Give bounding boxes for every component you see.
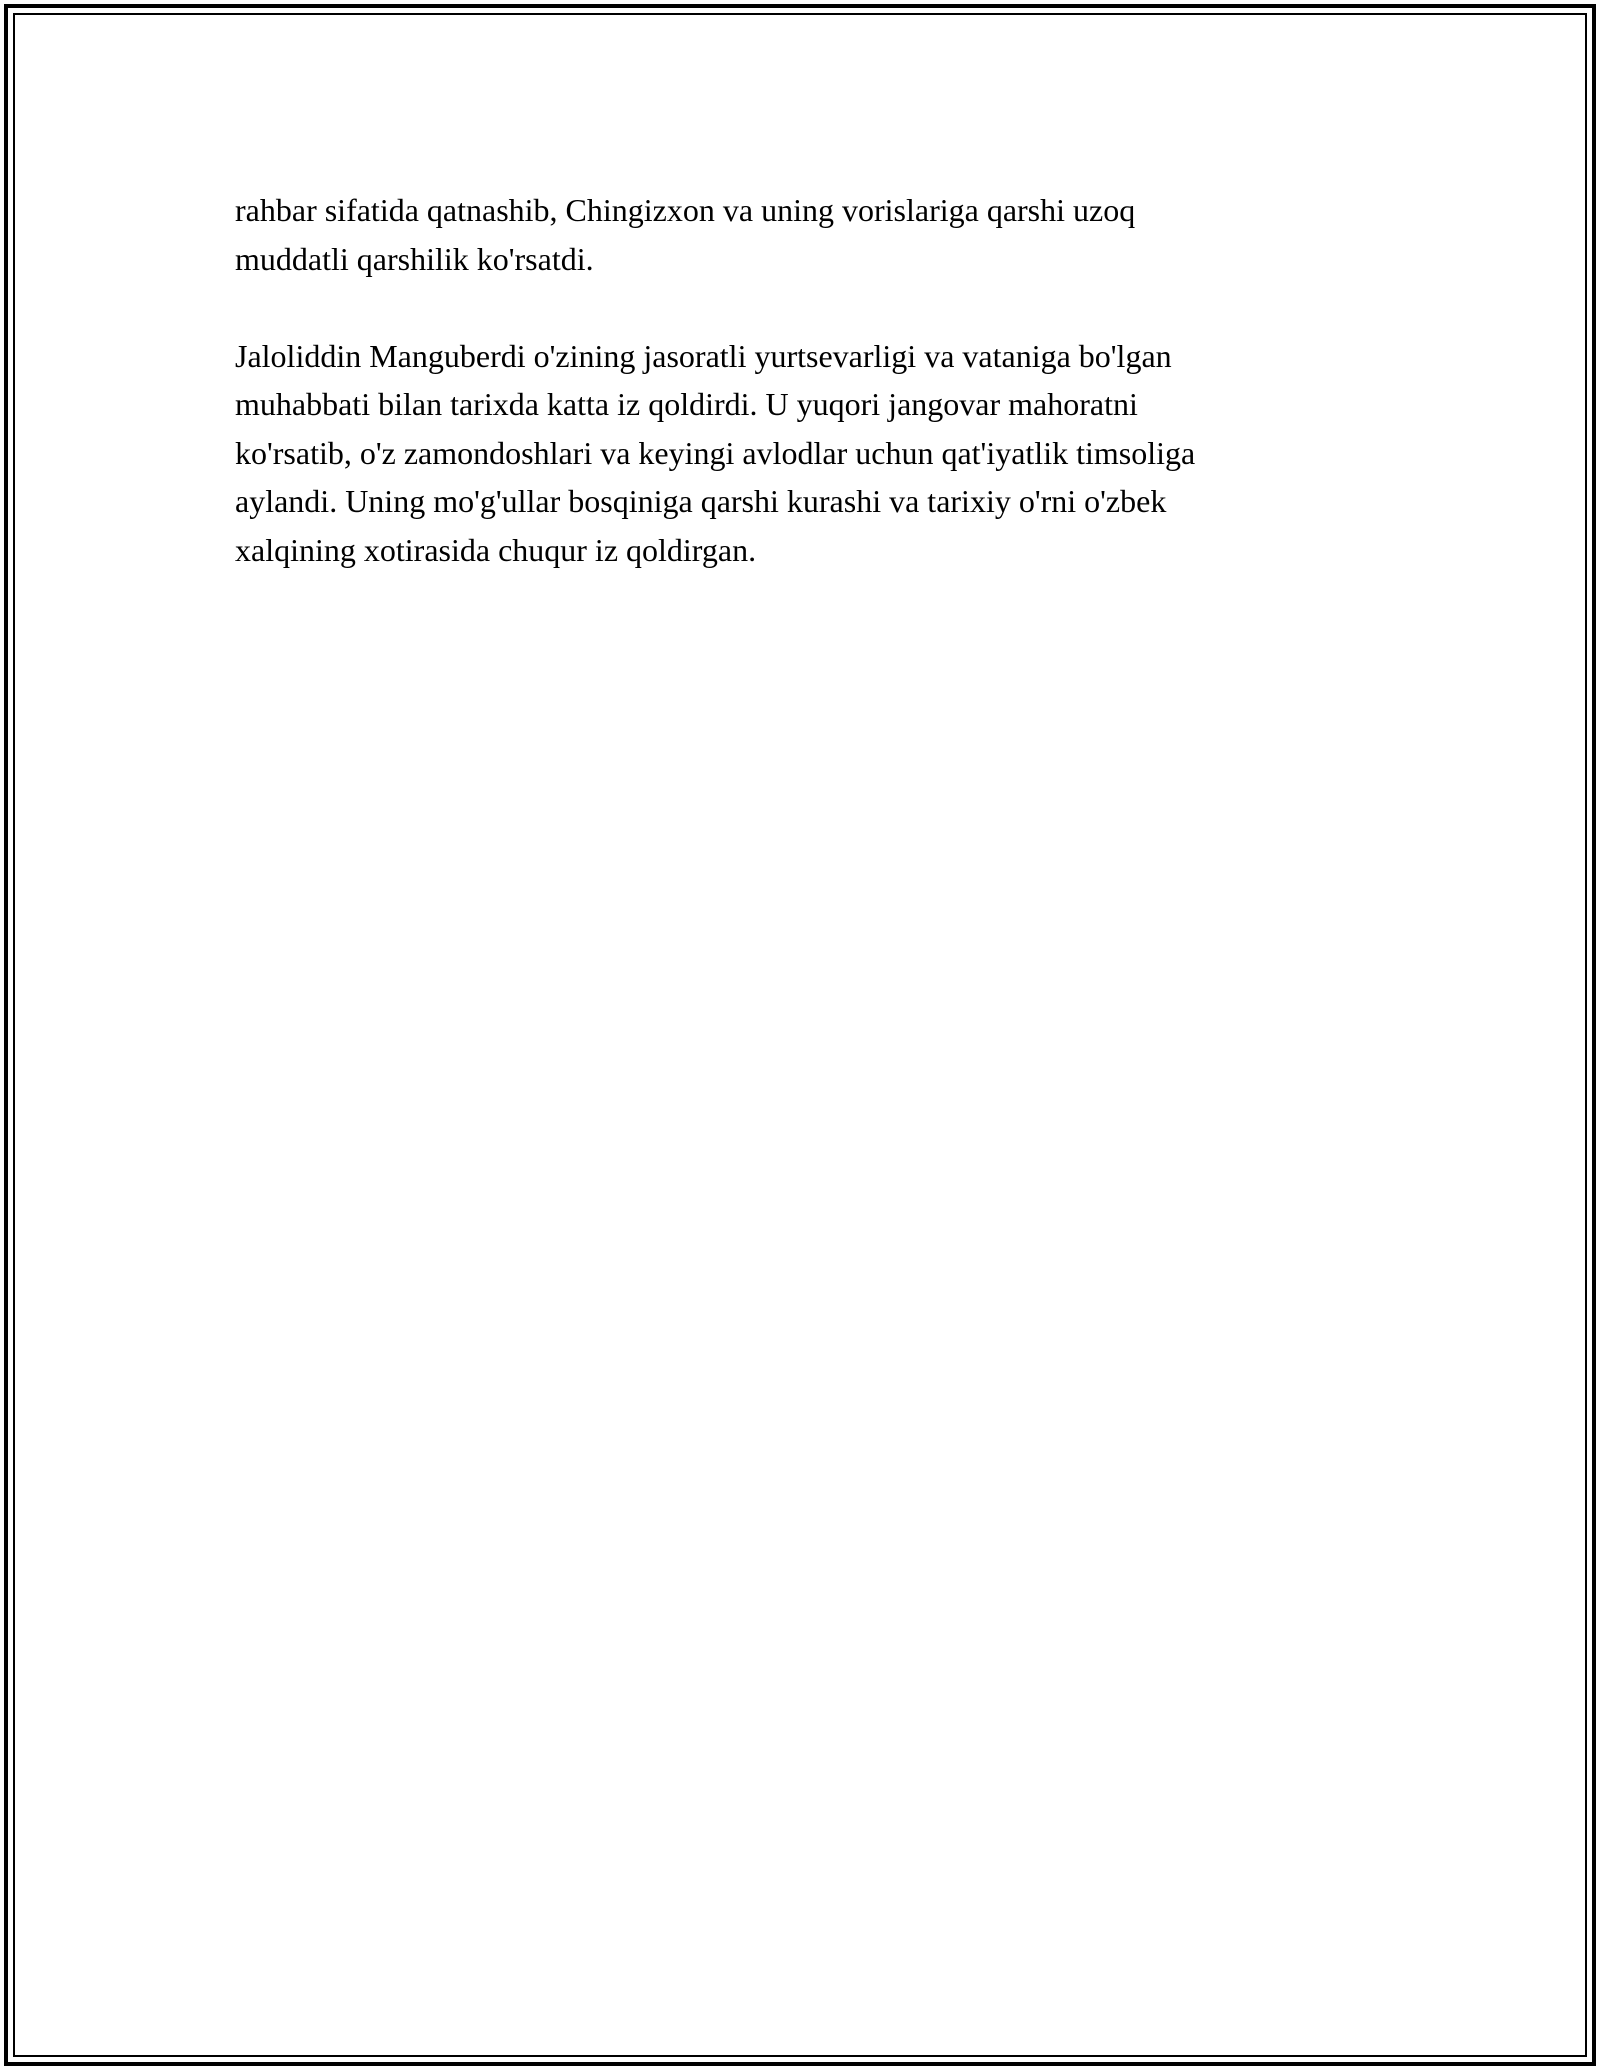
paragraph-1: rahbar sifatida qatnashib, Chingizxon va uning vorislariga qarshi uzoq muddatli qarshilik ko'rsatdi. xyxy=(235,192,1136,277)
paragraph-2: Jaloliddin Manguberdi o'zining jasoratli yurtsevarligi va vataniga bo'lgan muhabbati bilan tarixda katta iz qoldirdi. U yuqori jangovar mahoratni ko'rsatib, o'z zamondoshlari va keyingi avlodlar uchun qat'iyatlik timsoliga aylandi. Uning mo'g'ullar bosqiniga qarshi kurashi va tarixiy o'rni o'zbek xalqining xotirasida chuqur iz qoldirgan. xyxy=(235,337,1196,568)
document-body xyxy=(235,186,1365,623)
